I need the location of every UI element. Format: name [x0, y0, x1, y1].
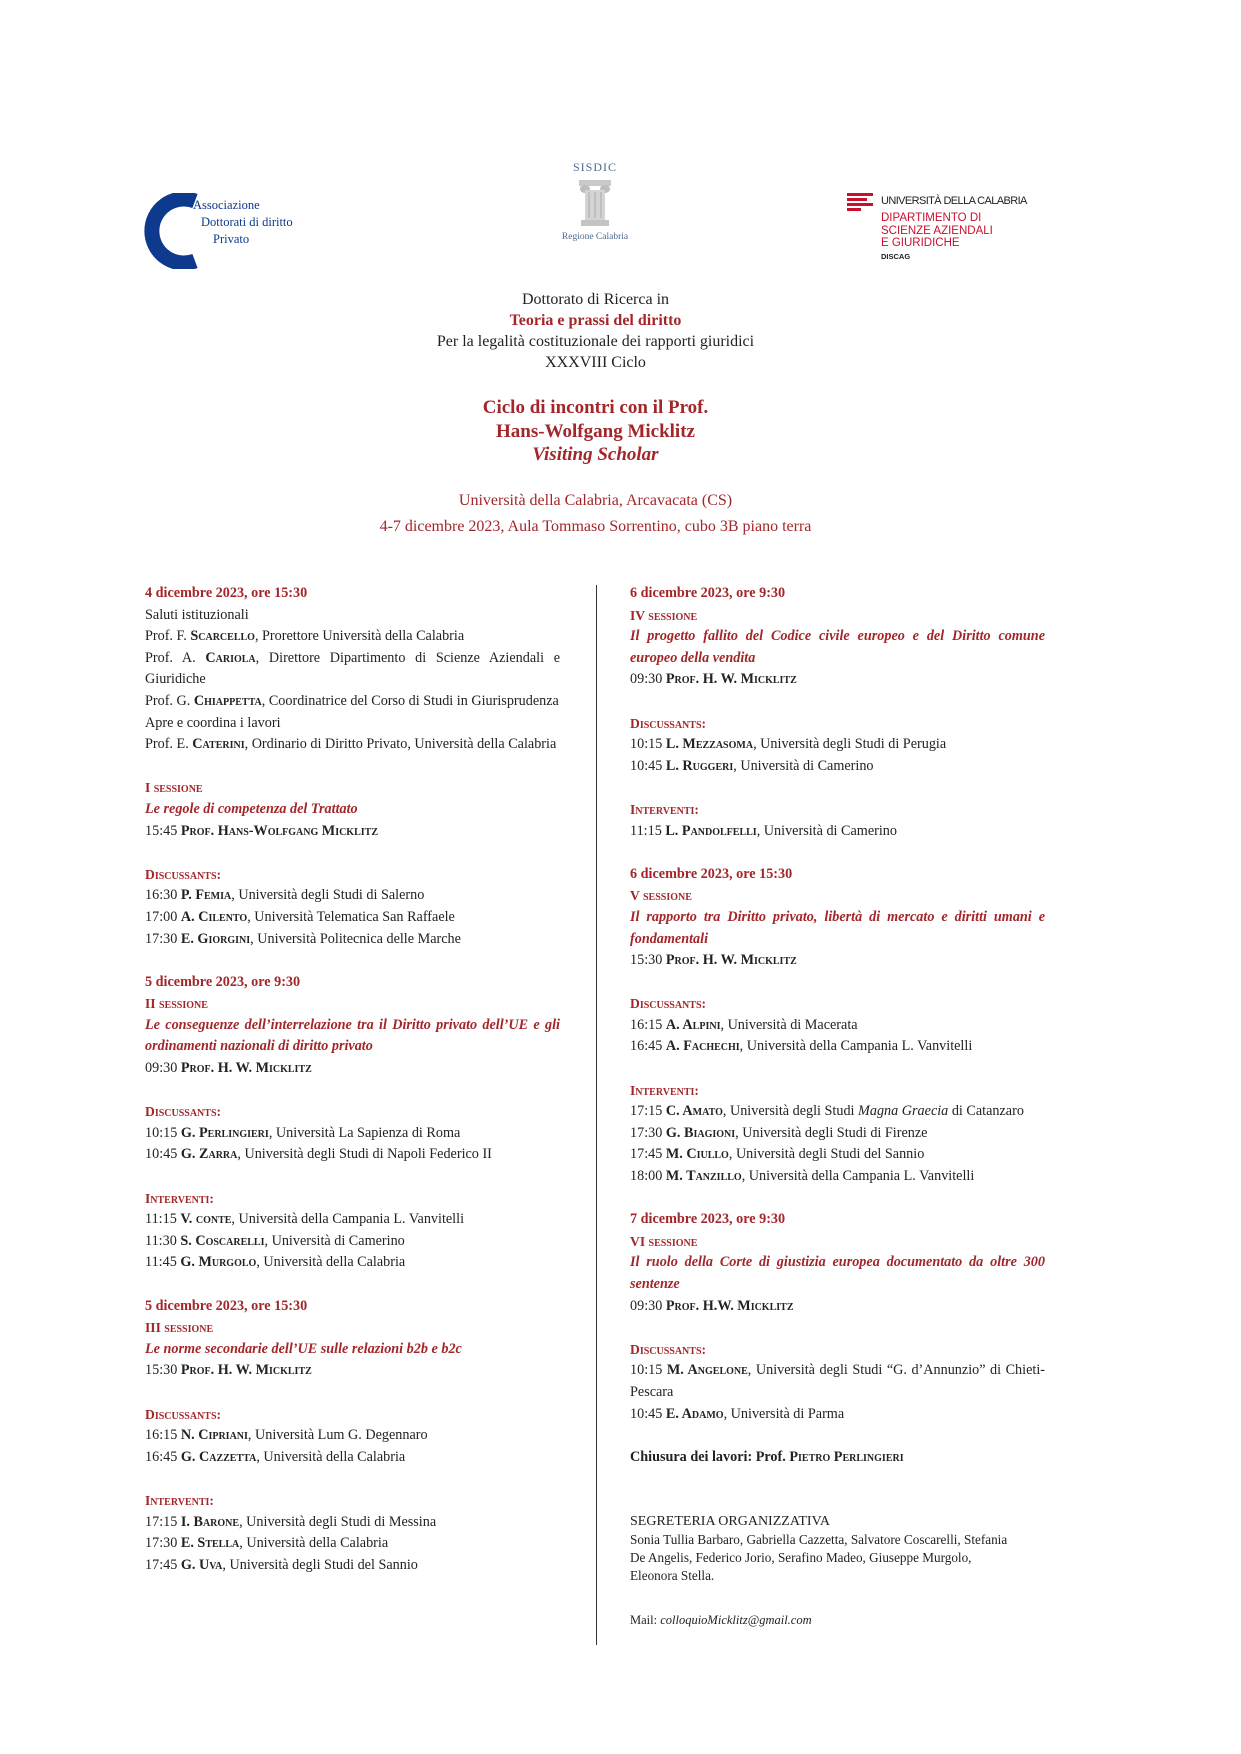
secretariat-names: Sonia Tullia Barbaro, Gabriella Cazzetta, Salvatore Coscarelli, Stefania De Angelis, Federico Jorio, Serafino Madeo, Giuseppe Murgolo, Eleonora Stella. — [630, 1532, 1008, 1583]
venue-dates: 4-7 dicembre 2023, Aula Tommaso Sorrentino, cubo 3B piano terra — [379, 518, 812, 535]
event-venue — [0, 488, 1191, 540]
session-5-label: V sessione — [630, 888, 692, 904]
session-6-label: VI sessione — [630, 1233, 698, 1249]
header-cycle: XXXVIII Ciclo — [545, 354, 646, 371]
day1-row-1: Prof. F. Scarcello, Prorettore Università della Calabria — [145, 628, 465, 645]
session-2-label: II sessione — [145, 996, 208, 1012]
session-3-discussants-label: Discussants: — [145, 1406, 222, 1422]
session-2-date: 5 dicembre 2023, ore 9:30 — [145, 973, 301, 990]
session-2-interventions-label: Interventi: — [145, 1190, 214, 1206]
event-line-1: Ciclo di incontri con il Prof. — [482, 397, 709, 418]
unical-name: UNIVERSITÀ DELLA CALABRIA — [881, 195, 1027, 207]
event-line-2: Hans-Wolfgang Micklitz — [496, 420, 695, 442]
session-5-speaker: 15:30 Prof. H. W. Micklitz — [630, 952, 797, 969]
session-2-title: Le conseguenze dell’interrelazione tra il Diritto privato dell’UE e gli ordinamenti nazionali di diritto privato — [145, 1016, 560, 1055]
session-5-intervention: 17:15 C. Amato, Università degli Studi Magna Graecia di Catanzaro — [630, 1103, 1024, 1120]
session-5-discussant: 16:15 A. Alpini, Università di Macerata — [630, 1016, 858, 1033]
session-1-discussant: 16:30 P. Femia, Università degli Studi di Salerno — [145, 887, 425, 904]
session-2-intervention: 11:45 G. Murgolo, Università della Calabria — [145, 1254, 406, 1271]
session-3-discussant: 16:45 G. Cazzetta, Università della Calabria — [145, 1448, 406, 1465]
session-5-intervention: 17:30 G. Biagioni, Università degli Studi di Firenze — [630, 1124, 928, 1141]
day1-date: 4 dicembre 2023, ore 15:30 — [145, 585, 308, 601]
event-line-3: Visiting Scholar — [532, 444, 659, 465]
session-4-date: 6 dicembre 2023, ore 9:30 — [630, 585, 786, 601]
session-6-discussants-label: Discussants: — [630, 1341, 707, 1357]
day1-row-3: Prof. G. Chiappetta, Coordinatrice del Corso di Studi in Giurisprudenza — [145, 692, 559, 709]
header-program: Teoria e prassi del diritto — [509, 312, 682, 329]
column-icon — [575, 178, 615, 230]
session-4-speaker: 09:30 Prof. H. W. Micklitz — [630, 671, 797, 688]
session-5-interventions-label: Interventi: — [630, 1082, 699, 1098]
session-3-date: 5 dicembre 2023, ore 15:30 — [145, 1297, 308, 1314]
session-1-discussant: 17:30 E. Giorgini, Università Politecnica delle Marche — [145, 930, 461, 947]
session-2-discussant: 10:45 G. Zarra, Università degli Studi di Napoli Federico II — [145, 1146, 492, 1163]
event-title — [0, 396, 1191, 467]
header-line-3: Per la legalità costituzionale dei rapporti giuridici — [436, 333, 755, 350]
session-3-interventions-label: Interventi: — [145, 1492, 214, 1508]
session-4-discussant: 10:15 L. Mezzasoma, Università degli Studi di Perugia — [630, 736, 947, 753]
venue-place: Università della Calabria, Arcavacata (CS) — [458, 492, 733, 509]
right-column — [630, 583, 1045, 1468]
session-1-discussant: 17:00 A. Cilento, Università Telematica San Raffaele — [145, 908, 455, 925]
mail-label: Mail: — [630, 1613, 661, 1627]
session-3-intervention: 17:30 E. Stella, Università della Calabria — [145, 1535, 389, 1552]
day1-open: Apre e coordina i lavori — [145, 714, 281, 731]
session-5-discussant: 16:45 A. Fachechi, Università della Campania L. Vanvitelli — [630, 1038, 973, 1055]
session-6-title: Il ruolo della Corte di giustizia europea documentato da oltre 300 sentenze — [630, 1254, 1045, 1292]
unical-dept-2: SCIENZE AZIENDALI — [881, 224, 993, 237]
adp-line-3: Privato — [213, 232, 250, 246]
session-4-interventions-label: Interventi: — [630, 801, 699, 817]
sisdic-title: SISDIC — [572, 160, 617, 174]
session-2-intervention: 11:15 V. conte, Università della Campania L. Vanvitelli — [145, 1211, 465, 1228]
day1-greetings: Saluti istituzionali — [145, 606, 249, 623]
session-2-speaker: 09:30 Prof. H. W. Micklitz — [145, 1060, 312, 1077]
session-2-intervention: 11:30 S. Coscarelli, Università di Camerino — [145, 1232, 405, 1249]
session-3-intervention: 17:45 G. Uva, Università degli Studi del Sannio — [145, 1556, 418, 1573]
session-3-title: Le norme secondarie dell’UE sulle relazioni b2b e b2c — [145, 1340, 462, 1357]
session-3-speaker: 15:30 Prof. H. W. Micklitz — [145, 1362, 312, 1379]
closing-remarks: Chiusura dei lavori: Prof. Pietro Perlingieri — [630, 1448, 904, 1465]
unical-flag-icon — [847, 193, 873, 211]
session-4-discussant: 10:45 L. Ruggeri, Università di Camerino — [630, 757, 874, 774]
session-6-discussant: 10:15 M. Angelone, Università degli Studi “G. d’Annunzio” di Chieti-Pescara — [630, 1362, 1046, 1400]
session-4-intervention: 11:15 L. Pandolfelli, Università di Camerino — [630, 822, 897, 839]
session-1-title: Le regole di competenza del Trattato — [145, 800, 358, 817]
unical-acronym: DISCAG — [881, 252, 911, 261]
logo-sisdic — [545, 160, 645, 252]
session-4-label: IV sessione — [630, 607, 698, 623]
session-6-speaker: 09:30 Prof. H.W. Micklitz — [630, 1297, 794, 1314]
contact-mail — [630, 1613, 812, 1628]
session-1-label: I sessione — [145, 780, 203, 796]
logo-unical — [847, 192, 1047, 264]
unical-dept-1: DIPARTIMENTO DI — [881, 212, 982, 224]
session-6-date: 7 dicembre 2023, ore 9:30 — [630, 1211, 786, 1228]
unical-dept-3: E GIURIDICHE — [881, 237, 960, 249]
session-5-title: Il rapporto tra Diritto privato, libertà di mercato e diritti umani e fondamentali — [630, 908, 1045, 947]
logo-adp — [143, 193, 323, 269]
session-4-title: Il progetto fallito del Codice civile europeo e del Diritto comune europeo della vendita — [630, 628, 1045, 666]
session-3-intervention: 17:15 I. Barone, Università degli Studi di Messina — [145, 1513, 437, 1530]
header-line-1: Dottorato di Ricerca in — [521, 291, 670, 308]
mail-address[interactable]: colloquioMicklitz@gmail.com — [660, 1613, 812, 1627]
column-divider — [596, 585, 597, 1645]
session-1-speaker: 15:45 Prof. Hans-Wolfgang Micklitz — [145, 822, 378, 839]
session-3-label: III sessione — [145, 1320, 214, 1336]
session-5-intervention: 17:45 M. Ciullo, Università degli Studi del Sannio — [630, 1146, 925, 1163]
session-3-discussant: 16:15 N. Cipriani, Università Lum G. Degennaro — [145, 1427, 428, 1444]
session-4-discussants-label: Discussants: — [630, 715, 707, 731]
session-5-discussants-label: Discussants: — [630, 996, 707, 1012]
left-column — [145, 583, 560, 1576]
secretariat — [630, 1513, 1020, 1585]
header — [0, 289, 1191, 373]
secretariat-title: SEGRETERIA ORGANIZZATIVA — [630, 1514, 831, 1529]
session-1-discussants-label: Discussants: — [145, 866, 222, 882]
session-2-discussant: 10:15 G. Perlingieri, Università La Sapienza di Roma — [145, 1124, 461, 1141]
adp-line-1: Associazione — [193, 198, 260, 212]
adp-line-2: Dottorati di diritto — [201, 215, 293, 229]
day1-row-2: Prof. A. Cariola, Direttore Dipartimento di Scienze Aziendali e Giuridiche — [145, 649, 560, 688]
session-2-discussants-label: Discussants: — [145, 1104, 222, 1120]
session-6-discussant: 10:45 E. Adamo, Università di Parma — [630, 1405, 845, 1422]
session-5-intervention: 18:00 M. Tanzillo, Università della Campania L. Vanvitelli — [630, 1168, 975, 1185]
day1-row-4: Prof. E. Caterini, Ordinario di Diritto Privato, Università della Calabria — [145, 736, 557, 753]
sisdic-region: Regione Calabria — [561, 232, 629, 242]
session-5-date: 6 dicembre 2023, ore 15:30 — [630, 865, 793, 882]
